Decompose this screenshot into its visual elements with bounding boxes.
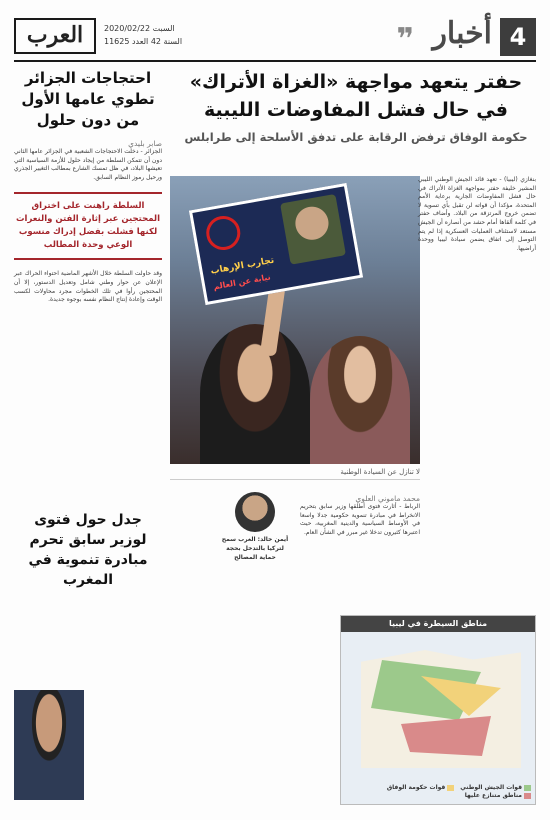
photo-girl <box>310 336 410 464</box>
protest-placard <box>189 183 363 305</box>
page-header <box>14 14 536 62</box>
newspaper-logo: العرب <box>14 18 96 54</box>
second-byline: محمد ماموني العلوي <box>355 494 420 503</box>
left-body-text-2: وقد حاولت السلطة خلال الأشهر الماضية احتواء الحراك عبر الإعلان عن حوار وطني شامل وتعديل الدستور، إلا أن المحتجين رأوا في تلك الخطوات مجرد محاولات لكسب الوقت وإعادة إنتاج النظام نفسه بوجوه جديدة. <box>14 270 162 304</box>
legend-item: مناطق متنازع عليها <box>465 792 531 800</box>
issue-date: السبت 2020/02/22 <box>104 24 175 33</box>
avatar <box>235 492 275 532</box>
minister-portrait <box>14 690 84 800</box>
main-subheadline: حكومة الوفاق ترفض الرقابة على تدفق الأسلحة إلى طرابلس <box>184 130 528 144</box>
photo-woman <box>200 324 310 464</box>
portrait-image <box>280 194 346 265</box>
placard-text-1: تجارب الإرهاب <box>209 255 275 277</box>
quote-icon: ❞ <box>396 22 414 57</box>
issue-number: السنة 42 العدد 11625 <box>104 37 183 46</box>
page-number: 4 <box>500 18 536 56</box>
left-byline: صابر بليدي <box>128 139 162 148</box>
legend-item: قوات حكومة الوفاق <box>387 784 455 792</box>
libya-map <box>340 615 536 805</box>
stop-sign-icon <box>204 213 243 252</box>
second-headline: جدل حول فتوى لوزير سابق تحرم مبادرة تنموية في المغرب <box>28 512 148 588</box>
left-article <box>14 68 162 305</box>
legend-item: قوات الجيش الوطني <box>460 784 531 792</box>
main-article-column <box>418 176 536 253</box>
second-body-text: الرباط - أثارت فتوى أطلقها وزير سابق بتحريم الانخراط في مبادرة تنموية حكومية جدلا واسعا في الأوساط السياسية والدينية المغربية، حيث اعتبرها كثيرون تدخلا غير مبرر في الشأن العام. <box>300 503 420 536</box>
left-headline: احتجاجات الجزائر تطوي عامها الأول من دون حلول <box>21 69 155 129</box>
main-headline: حفتر يتعهد مواجهة «الغزاة الأتراك» في حال فشل المفاوضات الليبية <box>189 71 523 121</box>
quote-card-label: أيمن خالد: الغرب سمح لتركيا بالتدخل بحجة حماية المصالح <box>221 536 289 561</box>
main-article-column-2 <box>170 486 290 568</box>
date-line <box>104 22 182 48</box>
main-photo <box>170 176 420 464</box>
placard-text-2: نيابة عن العالم <box>212 272 272 292</box>
map-legend <box>345 784 531 800</box>
section-title: أخبار <box>432 16 492 51</box>
map-title: مناطق السيطرة في ليبيا <box>341 616 535 632</box>
pull-quote: السلطة راهنت على اختراق المحتجين عبر إثارة الفتن والنعرات لكنها فشلت بفضل إدراك منسوب الوعي وحدة المطالب <box>14 192 162 260</box>
left-body-text: الجزائر - دخلت الاحتجاجات الشعبية في الجزائر عامها الثاني دون أن تتمكن السلطة من إيجاد حلول للأزمة السياسية التي تعيشها البلاد، في ظل تمسك الشارع بمطالب التغيير الجذري ورحيل رموز النظام السابق. <box>14 148 162 181</box>
second-article-column <box>300 486 420 537</box>
photo-caption: لا تنازل عن السيادة الوطنية <box>170 468 420 480</box>
main-body-text: بنغازي (ليبيا) - تعهد قائد الجيش الوطني الليبي المشير خليفة حفتر بمواجهة الغزاة الأتراك في حال فشل المفاوضات الجارية برعاية الأمم المتحدة، مؤكدا أن قواته لن تقبل بأي تسوية لا تضمن خروج المرتزقة من البلاد. وأضاف حفتر في كلمة ألقاها أمام حشد من أنصاره أن الجيش مستعد لاستئناف العمليات العسكرية إذا لم يتم التوصل إلى اتفاق يضمن سيادة ليبيا ووحدة أراضيها. <box>418 176 536 252</box>
quote-card <box>220 492 290 562</box>
